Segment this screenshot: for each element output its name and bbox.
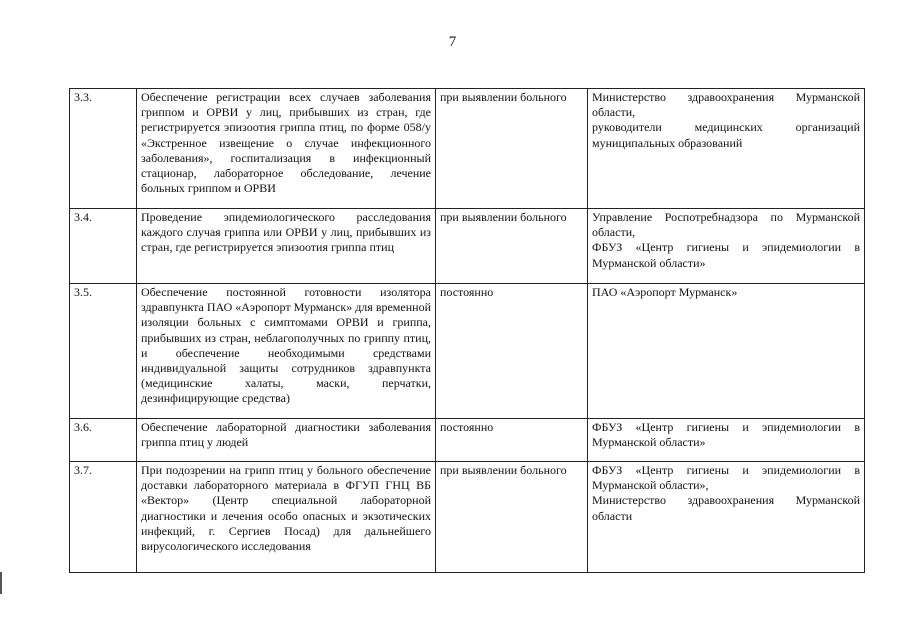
row-number: 3.5. — [70, 284, 137, 419]
action-text: При подозрении на грипп птиц у больного обеспечение доставки лабораторного материала в ФГУП ГНЦ ВБ «Вектор» (Центр специальной лабораторной диагностики и лечения особо опасных и экзотических инфекций, г. Сергиев Посад) для дальнейшего вирусологического исследования — [137, 462, 436, 573]
responsible-cell — [588, 462, 865, 573]
table-row — [70, 462, 865, 573]
table-row — [70, 419, 865, 462]
table-row — [70, 209, 865, 284]
row-number: 3.4. — [70, 209, 137, 284]
responsible-line: ФБУЗ «Центр гигиены и эпидемиологии в Мурманской области» — [592, 420, 860, 450]
row-number: 3.7. — [70, 462, 137, 573]
responsible-cell — [588, 419, 865, 462]
responsible-line: ФБУЗ «Центр гигиены и эпидемиологии в Мурманской области» — [592, 240, 860, 270]
action-text: Проведение эпидемиологического расследования каждого случая гриппа или ОРВИ у лиц, прибывших из стран, где регистрируется эпизоотия гриппа птиц — [137, 209, 436, 284]
term-text: при выявлении больного — [436, 89, 588, 209]
action-text: Обеспечение лабораторной диагностики заболевания гриппа птиц у людей — [137, 419, 436, 462]
responsible-cell — [588, 209, 865, 284]
responsible-line: ФБУЗ «Центр гигиены и эпидемиологии в Мурманской области», — [592, 463, 860, 493]
responsible-line: ПАО «Аэропорт Мурманск» — [592, 285, 738, 299]
action-text: Обеспечение регистрации всех случаев заболевания гриппом и ОРВИ у лиц, прибывших из стран, где регистрируется эпизоотия гриппа птиц, по форме 058/у «Экстренное извещение о случае инфекционного заболевания», госпитализация в инфекционный стационар, лабораторное обследование, лечение больных гриппом и ОРВИ — [137, 89, 436, 209]
responsible-cell — [588, 284, 865, 419]
measures-table — [69, 88, 865, 573]
responsible-line: Управление Роспотребнадзора по Мурманской области, — [592, 210, 860, 240]
page-number: 7 — [448, 34, 457, 50]
responsible-line: руководители медицинских организаций муниципальных образований — [592, 120, 860, 150]
row-number: 3.6. — [70, 419, 137, 462]
table-row — [70, 89, 865, 209]
term-text: при выявлении больного — [436, 209, 588, 284]
term-text: постоянно — [436, 419, 588, 462]
term-text: при выявлении больного — [436, 462, 588, 573]
responsible-line: Министерство здравоохранения Мурманской области — [592, 493, 860, 523]
action-text: Обеспечение постоянной готовности изолятора здравпункта ПАО «Аэропорт Мурманск» для временной изоляции больных с симптомами ОРВИ и гриппа, прибывших из стран, неблагополучных по гриппу птиц, и обеспечение необходимыми средствами индивидуальной защиты сотрудников здравпункта (медицинские халаты, маски, перчатки, дезинфицирующие средства) — [137, 284, 436, 419]
table-row — [70, 284, 865, 419]
term-text: постоянно — [436, 284, 588, 419]
responsible-cell — [588, 89, 865, 209]
row-number: 3.3. — [70, 89, 137, 209]
scan-edge-mark — [0, 572, 2, 594]
responsible-line: Министерство здравоохранения Мурманской области, — [592, 90, 860, 120]
